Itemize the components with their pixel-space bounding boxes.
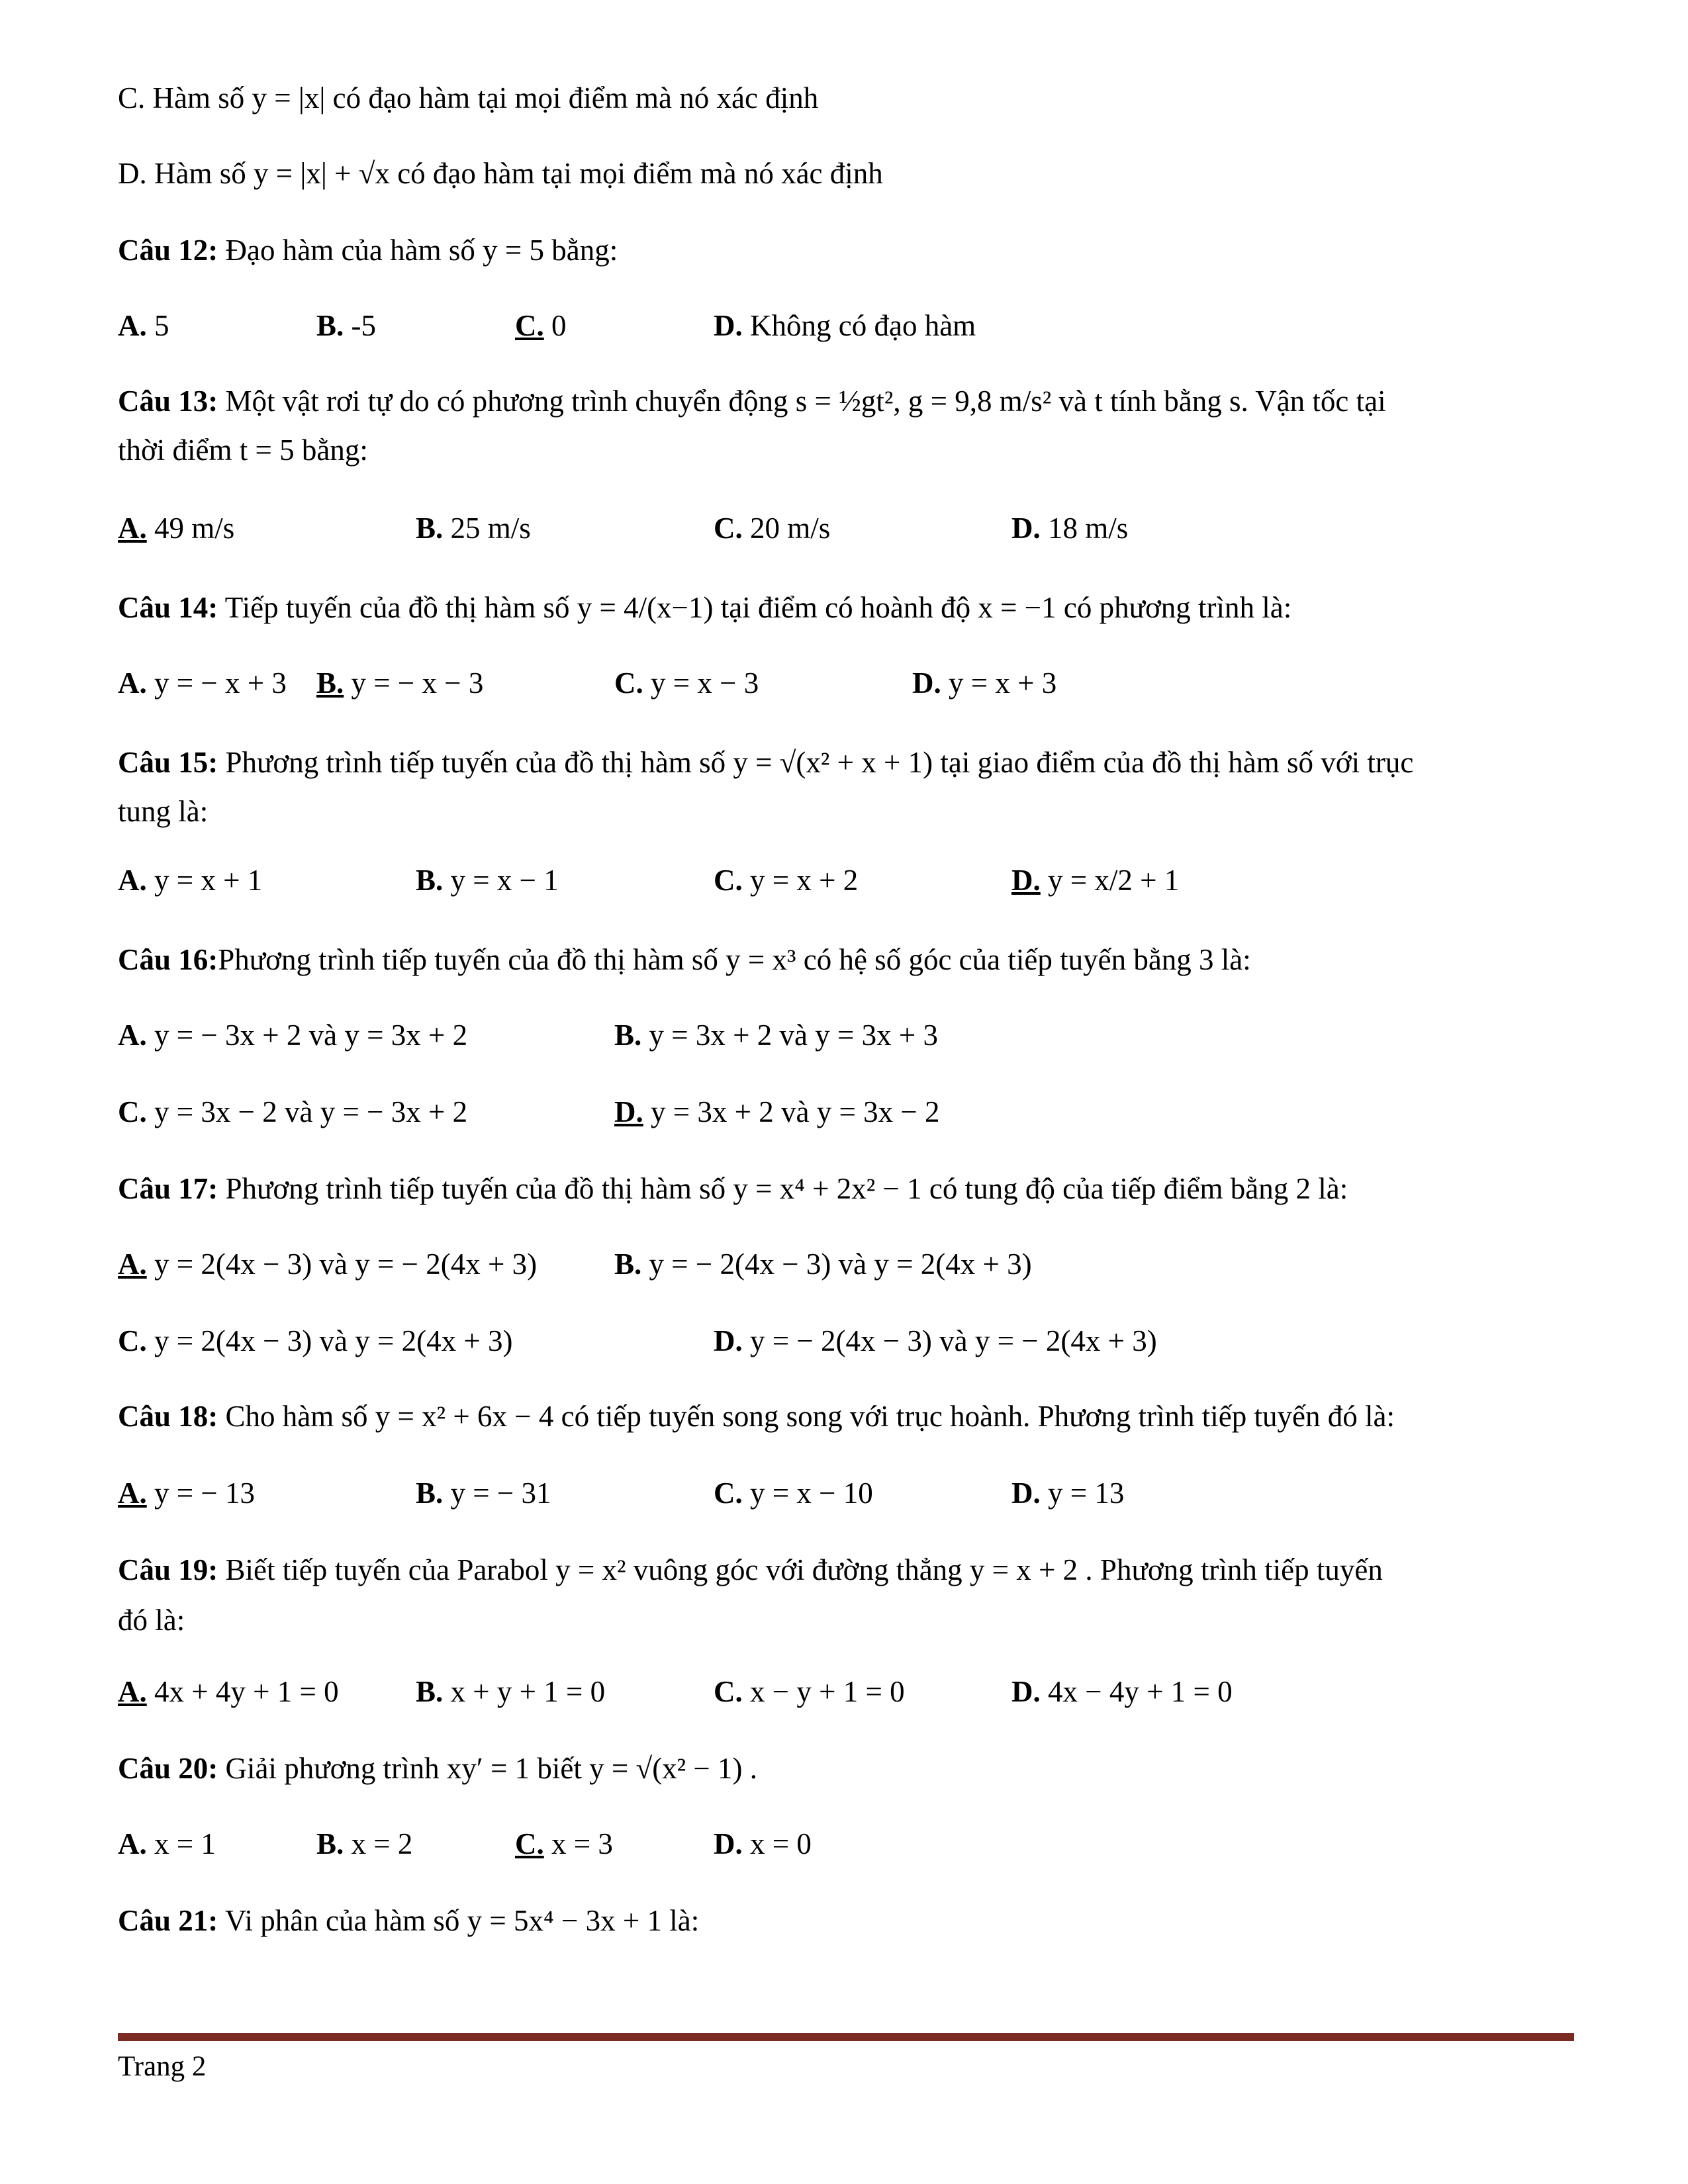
option-label: B.: [614, 1248, 642, 1281]
question-18: [118, 1396, 1395, 1436]
option-text: -5: [344, 309, 377, 342]
question-number: Câu 21:: [118, 1904, 218, 1937]
option-text: x = 0: [742, 1827, 812, 1860]
question-text: Cho hàm số y = x² + 6x − 4 có tiếp tuyến song song với trục hoành. Phương trình tiếp tuyến đó là:: [218, 1400, 1395, 1433]
option-text: 18 m/s: [1040, 512, 1129, 545]
question-number: Câu 13:: [118, 385, 218, 418]
question-19: [118, 1550, 1383, 1590]
option-label: D.: [1011, 864, 1041, 897]
option-text: Không có đạo hàm: [742, 309, 976, 342]
page-number: Trang 2: [118, 2051, 207, 2082]
option-text: y = x − 3: [643, 666, 759, 700]
option-label: B.: [316, 309, 344, 342]
option-text: y = x − 10: [742, 1477, 873, 1510]
option-label: C.: [118, 1095, 147, 1128]
option-text: y = 3x + 2 và y = 3x + 3: [641, 1019, 939, 1052]
option-text: y = − 3x + 2 và y = 3x + 2: [146, 1019, 468, 1052]
option-text: x = 1: [146, 1827, 216, 1860]
option-label: C.: [714, 864, 743, 897]
question-number: Câu 20:: [118, 1752, 218, 1785]
question-text: Biết tiếp tuyến của Parabol y = x² vuông góc với đường thẳng y = x + 2 . Phương trình tiếp tuyến: [218, 1553, 1383, 1586]
option-text: y = 2(4x − 3) và y = − 2(4x + 3): [146, 1248, 538, 1281]
option-label: B.: [416, 1477, 444, 1510]
option-label: C.: [714, 512, 743, 545]
option-label: A.: [118, 1248, 147, 1281]
option-text: x − y + 1 = 0: [742, 1675, 905, 1708]
question-17: [118, 1169, 1348, 1208]
option-label: A.: [118, 1827, 147, 1860]
option-label: B.: [416, 864, 444, 897]
option-label: A.: [118, 1019, 147, 1052]
question-number: Câu 15:: [118, 746, 218, 779]
option-text: y = 2(4x − 3) và y = 2(4x + 3): [146, 1324, 513, 1357]
option-label: C.: [118, 1324, 147, 1357]
option-text: 4x + 4y + 1 = 0: [146, 1675, 339, 1708]
option-label: D.: [1011, 1477, 1041, 1510]
question-number: Câu 12:: [118, 234, 218, 267]
question-13: [118, 381, 1386, 421]
option-text: 5: [146, 309, 169, 342]
option-text: y = − x + 3: [146, 666, 287, 700]
option-label: B.: [316, 666, 344, 700]
option-label: B.: [614, 1019, 642, 1052]
question-19-cont: đó là:: [118, 1604, 185, 1637]
question-16: [118, 940, 1251, 979]
question-13-cont: thời điểm t = 5 bằng:: [118, 433, 368, 467]
option-label: D.: [1011, 1675, 1041, 1708]
question-14: [118, 588, 1291, 627]
option-label: A.: [118, 1477, 147, 1510]
question-number: Câu 17:: [118, 1172, 218, 1205]
option-text: x = 2: [344, 1827, 413, 1860]
option-label: D.: [614, 1095, 643, 1128]
option-label: D.: [1011, 512, 1041, 545]
option-text: y = x + 3: [941, 666, 1057, 700]
option-text: y = 13: [1040, 1477, 1125, 1510]
option-text: 20 m/s: [742, 512, 831, 545]
option-text: y = − 13: [146, 1477, 256, 1510]
option-line-d: D. Hàm số y = |x| + √x có đạo hàm tại mọi điểm mà nó xác định: [118, 157, 883, 190]
option-label: A.: [118, 309, 147, 342]
option-text: y = 3x − 2 và y = − 3x + 2: [146, 1095, 468, 1128]
option-text: y = − 31: [443, 1477, 551, 1510]
option-label: A.: [118, 512, 147, 545]
question-text: Đạo hàm của hàm số y = 5 bằng:: [218, 234, 618, 267]
question-12: [118, 230, 618, 270]
option-label: B.: [416, 1675, 444, 1708]
option-text: 4x − 4y + 1 = 0: [1040, 1675, 1233, 1708]
question-text: Một vật rơi tự do có phương trình chuyển động s = ½gt², g = 9,8 m/s² và t tính bằng s. Vận tốc tại: [218, 385, 1386, 418]
option-label: C.: [515, 1827, 544, 1860]
option-label: C.: [515, 309, 544, 342]
question-text: Giải phương trình xy′ = 1 biết y = √(x² − 1) .: [218, 1752, 758, 1785]
option-label: A.: [118, 864, 147, 897]
option-text: y = − 2(4x − 3) và y = 2(4x + 3): [641, 1248, 1032, 1281]
option-text: y = x + 2: [742, 864, 859, 897]
option-text: y = − 2(4x − 3) và y = − 2(4x + 3): [742, 1324, 1157, 1357]
question-text: Phương trình tiếp tuyến của đồ thị hàm số y = x⁴ + 2x² − 1 có tung độ của tiếp điểm bằng 2 là:: [218, 1172, 1348, 1205]
option-label: C.: [714, 1675, 743, 1708]
option-label: C.: [614, 666, 643, 700]
question-15-cont: tung là:: [118, 795, 209, 828]
question-text: Vi phân của hàm số y = 5x⁴ − 3x + 1 là:: [218, 1904, 700, 1937]
question-15: [118, 743, 1413, 782]
option-label: D.: [912, 666, 941, 700]
option-label: A.: [118, 1675, 147, 1708]
footer-rule: [118, 2033, 1574, 2041]
question-number: Câu 14:: [118, 591, 218, 624]
question-number: Câu 16:: [118, 943, 218, 976]
option-text: y = x − 1: [443, 864, 559, 897]
question-number: Câu 19:: [118, 1553, 218, 1586]
option-text: y = 3x + 2 và y = 3x − 2: [643, 1095, 940, 1128]
option-label: D.: [714, 309, 743, 342]
option-label: D.: [714, 1827, 743, 1860]
option-label: B.: [316, 1827, 344, 1860]
option-line-c: C. Hàm số y = |x| có đạo hàm tại mọi điểm mà nó xác định: [118, 81, 819, 114]
question-number: Câu 18:: [118, 1400, 218, 1433]
option-text: y = x/2 + 1: [1040, 864, 1180, 897]
option-text: 25 m/s: [443, 512, 531, 545]
question-text: Phương trình tiếp tuyến của đồ thị hàm số y = √(x² + x + 1) tại giao điểm của đồ thị hàm số với trục: [218, 746, 1414, 779]
option-text: x = 3: [543, 1827, 613, 1860]
option-text: y = − x − 3: [344, 666, 484, 700]
question-21: [118, 1901, 699, 1940]
option-text: y = x + 1: [146, 864, 263, 897]
option-text: 49 m/s: [146, 512, 235, 545]
option-text: 0: [543, 309, 567, 342]
question-text: Phương trình tiếp tuyến của đồ thị hàm số y = x³ có hệ số góc của tiếp tuyến bằng 3 là:: [218, 943, 1251, 976]
question-text: Tiếp tuyến của đồ thị hàm số y = 4/(x−1) tại điểm có hoành độ x = −1 có phương trình là:: [218, 591, 1292, 624]
option-text: x + y + 1 = 0: [443, 1675, 606, 1708]
option-label: D.: [714, 1324, 743, 1357]
question-20: [118, 1749, 757, 1788]
option-label: A.: [118, 666, 147, 700]
option-label: C.: [714, 1477, 743, 1510]
option-label: B.: [416, 512, 444, 545]
